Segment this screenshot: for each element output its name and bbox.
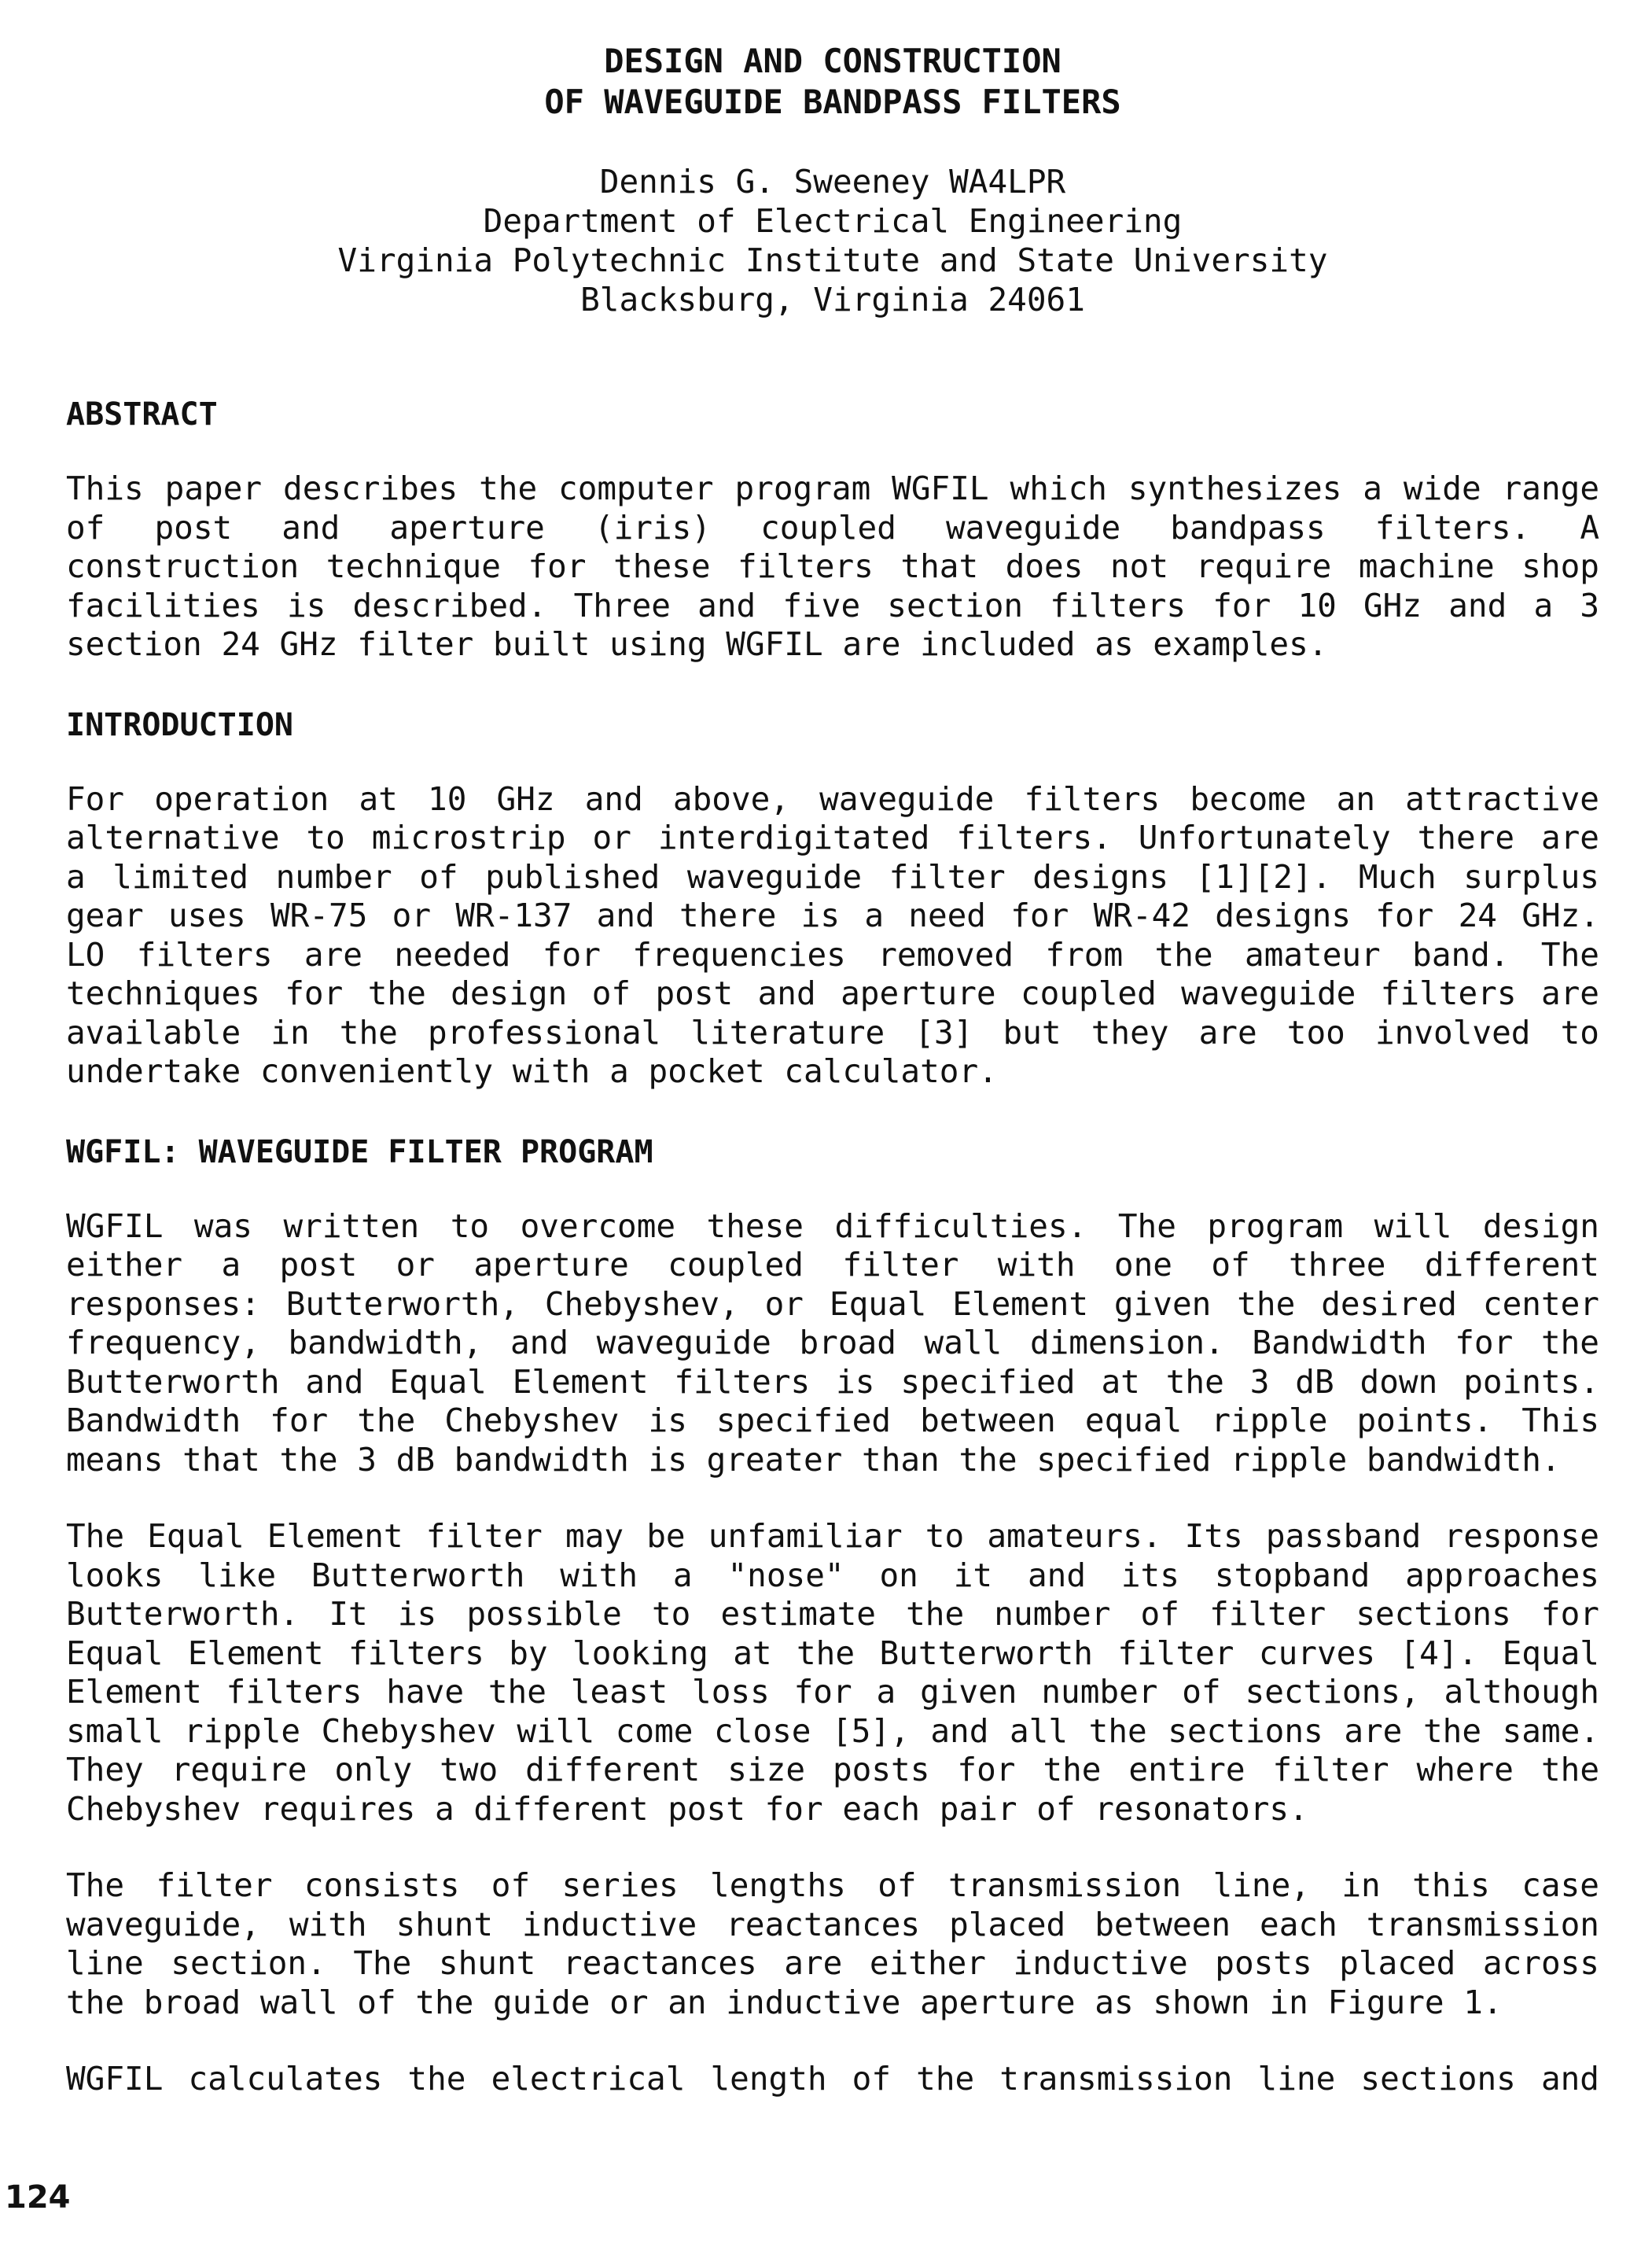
abstract-heading: ABSTRACT [66, 396, 218, 433]
text-line: gear uses WR-75 or WR-137 and there is a need for WR-42 designs for 24 GHz. [66, 897, 1599, 934]
text-line: either a post or aperture coupled filter with one of three different [66, 1246, 1599, 1284]
wgfil-paragraph-2 [66, 1517, 1599, 1829]
text-line: responses: Butterworth, Chebyshev, or Equal Element given the desired center [66, 1284, 1599, 1323]
author-institution: Virginia Polytechnic Institute and State University [337, 241, 1328, 279]
introduction-section [66, 705, 1599, 1092]
text-line: of post and aperture (iris) coupled waveguide bandpass filters. A [66, 508, 1599, 547]
text-line: available in the professional literature [3] but they are too involved to [66, 1013, 1599, 1052]
text-line: Chebyshev requires a different post for each pair of resonators. [66, 1789, 1308, 1828]
introduction-paragraph [66, 780, 1599, 1092]
text-line: waveguide, with shunt inductive reactances placed between each transmission [66, 1905, 1599, 1943]
wgfil-heading: WGFIL: WAVEGUIDE FILTER PROGRAM [66, 1133, 653, 1170]
wgfil-paragraph-3 [66, 1866, 1599, 2022]
wgfil-section [66, 1133, 1599, 2099]
text-line: Butterworth and Equal Element filters is specified at the 3 dB down points. [66, 1362, 1599, 1401]
text-line: Butterworth. It is possible to estimate the number of filter sections for [66, 1595, 1599, 1633]
text-line: LO filters are needed for frequencies removed from the amateur band. The [66, 935, 1599, 974]
paper-page [66, 41, 1599, 2099]
wgfil-paragraph-4 [66, 2060, 1599, 2099]
text-line: undertake conveniently with a pocket calculator. [66, 1052, 998, 1090]
text-line: facilities is described. Three and five section filters for 10 GHz and a 3 [66, 586, 1599, 624]
author-department: Department of Electrical Engineering [483, 202, 1183, 240]
text-line: the broad wall of the guide or an inductive aperture as shown in Figure 1. [66, 1983, 1503, 2021]
text-line: The filter consists of series lengths of transmission line, in this case [66, 1866, 1599, 1904]
text-line: a limited number of published waveguide filter designs [1][2]. Much surplus [66, 857, 1599, 896]
text-line: looks like Butterworth with a "nose" on it and its stopband approaches [66, 1556, 1599, 1594]
text-line: construction technique for these filters that does not require machine shop [66, 547, 1599, 585]
text-line: section 24 GHz filter built using WGFIL are included as examples. [66, 625, 1328, 663]
text-line: For operation at 10 GHz and above, waveguide filters become an attractive [66, 779, 1599, 818]
text-line: This paper describes the computer program WGFIL which synthesizes a wide range [66, 470, 1599, 507]
introduction-heading: INTRODUCTION [66, 706, 293, 743]
text-line: The Equal Element filter may be unfamiliar to amateurs. Its passband response [66, 1517, 1599, 1555]
text-line: frequency, bandwidth, and waveguide broad wall dimension. Bandwidth for the [66, 1324, 1599, 1361]
text-line: They require only two different size posts for the entire filter where the [66, 1751, 1599, 1788]
abstract-section [66, 395, 1599, 665]
wgfil-paragraph-1 [66, 1207, 1599, 1480]
text-line: Bandwidth for the Chebyshev is specified between equal ripple points. This [66, 1402, 1599, 1439]
text-line: Equal Element filters by looking at the Butterworth filter curves [4]. Equal [66, 1634, 1599, 1672]
text-line: Element filters have the least loss for a given number of sections, although [66, 1673, 1599, 1711]
page-number: 124 [5, 2179, 71, 2216]
title-line-2: OF WAVEGUIDE BANDPASS FILTERS [544, 83, 1121, 121]
author-location: Blacksburg, Virginia 24061 [580, 281, 1085, 319]
text-line: means that the 3 dB bandwidth is greater than the specified ripple bandwidth. [66, 1440, 1561, 1479]
author-block [66, 162, 1599, 319]
text-line: line section. The shunt reactances are either inductive posts placed across [66, 1944, 1599, 1982]
text-line: techniques for the design of post and aperture coupled waveguide filters are [66, 974, 1599, 1012]
text-line: alternative to microstrip or interdigitated filters. Unfortunately there are [66, 819, 1599, 856]
text-line: WGFIL was written to overcome these difficulties. The program will design [66, 1206, 1599, 1245]
text-line: small ripple Chebyshev will come close [5], and all the sections are the same. [66, 1711, 1599, 1750]
author-name: Dennis G. Sweeney WA4LPR [599, 163, 1066, 201]
title-line-1: DESIGN AND CONSTRUCTION [604, 42, 1061, 80]
title-block [66, 41, 1599, 123]
abstract-paragraph [66, 470, 1599, 665]
text-line: WGFIL calculates the electrical length of the transmission line sections and [66, 2060, 1599, 2098]
